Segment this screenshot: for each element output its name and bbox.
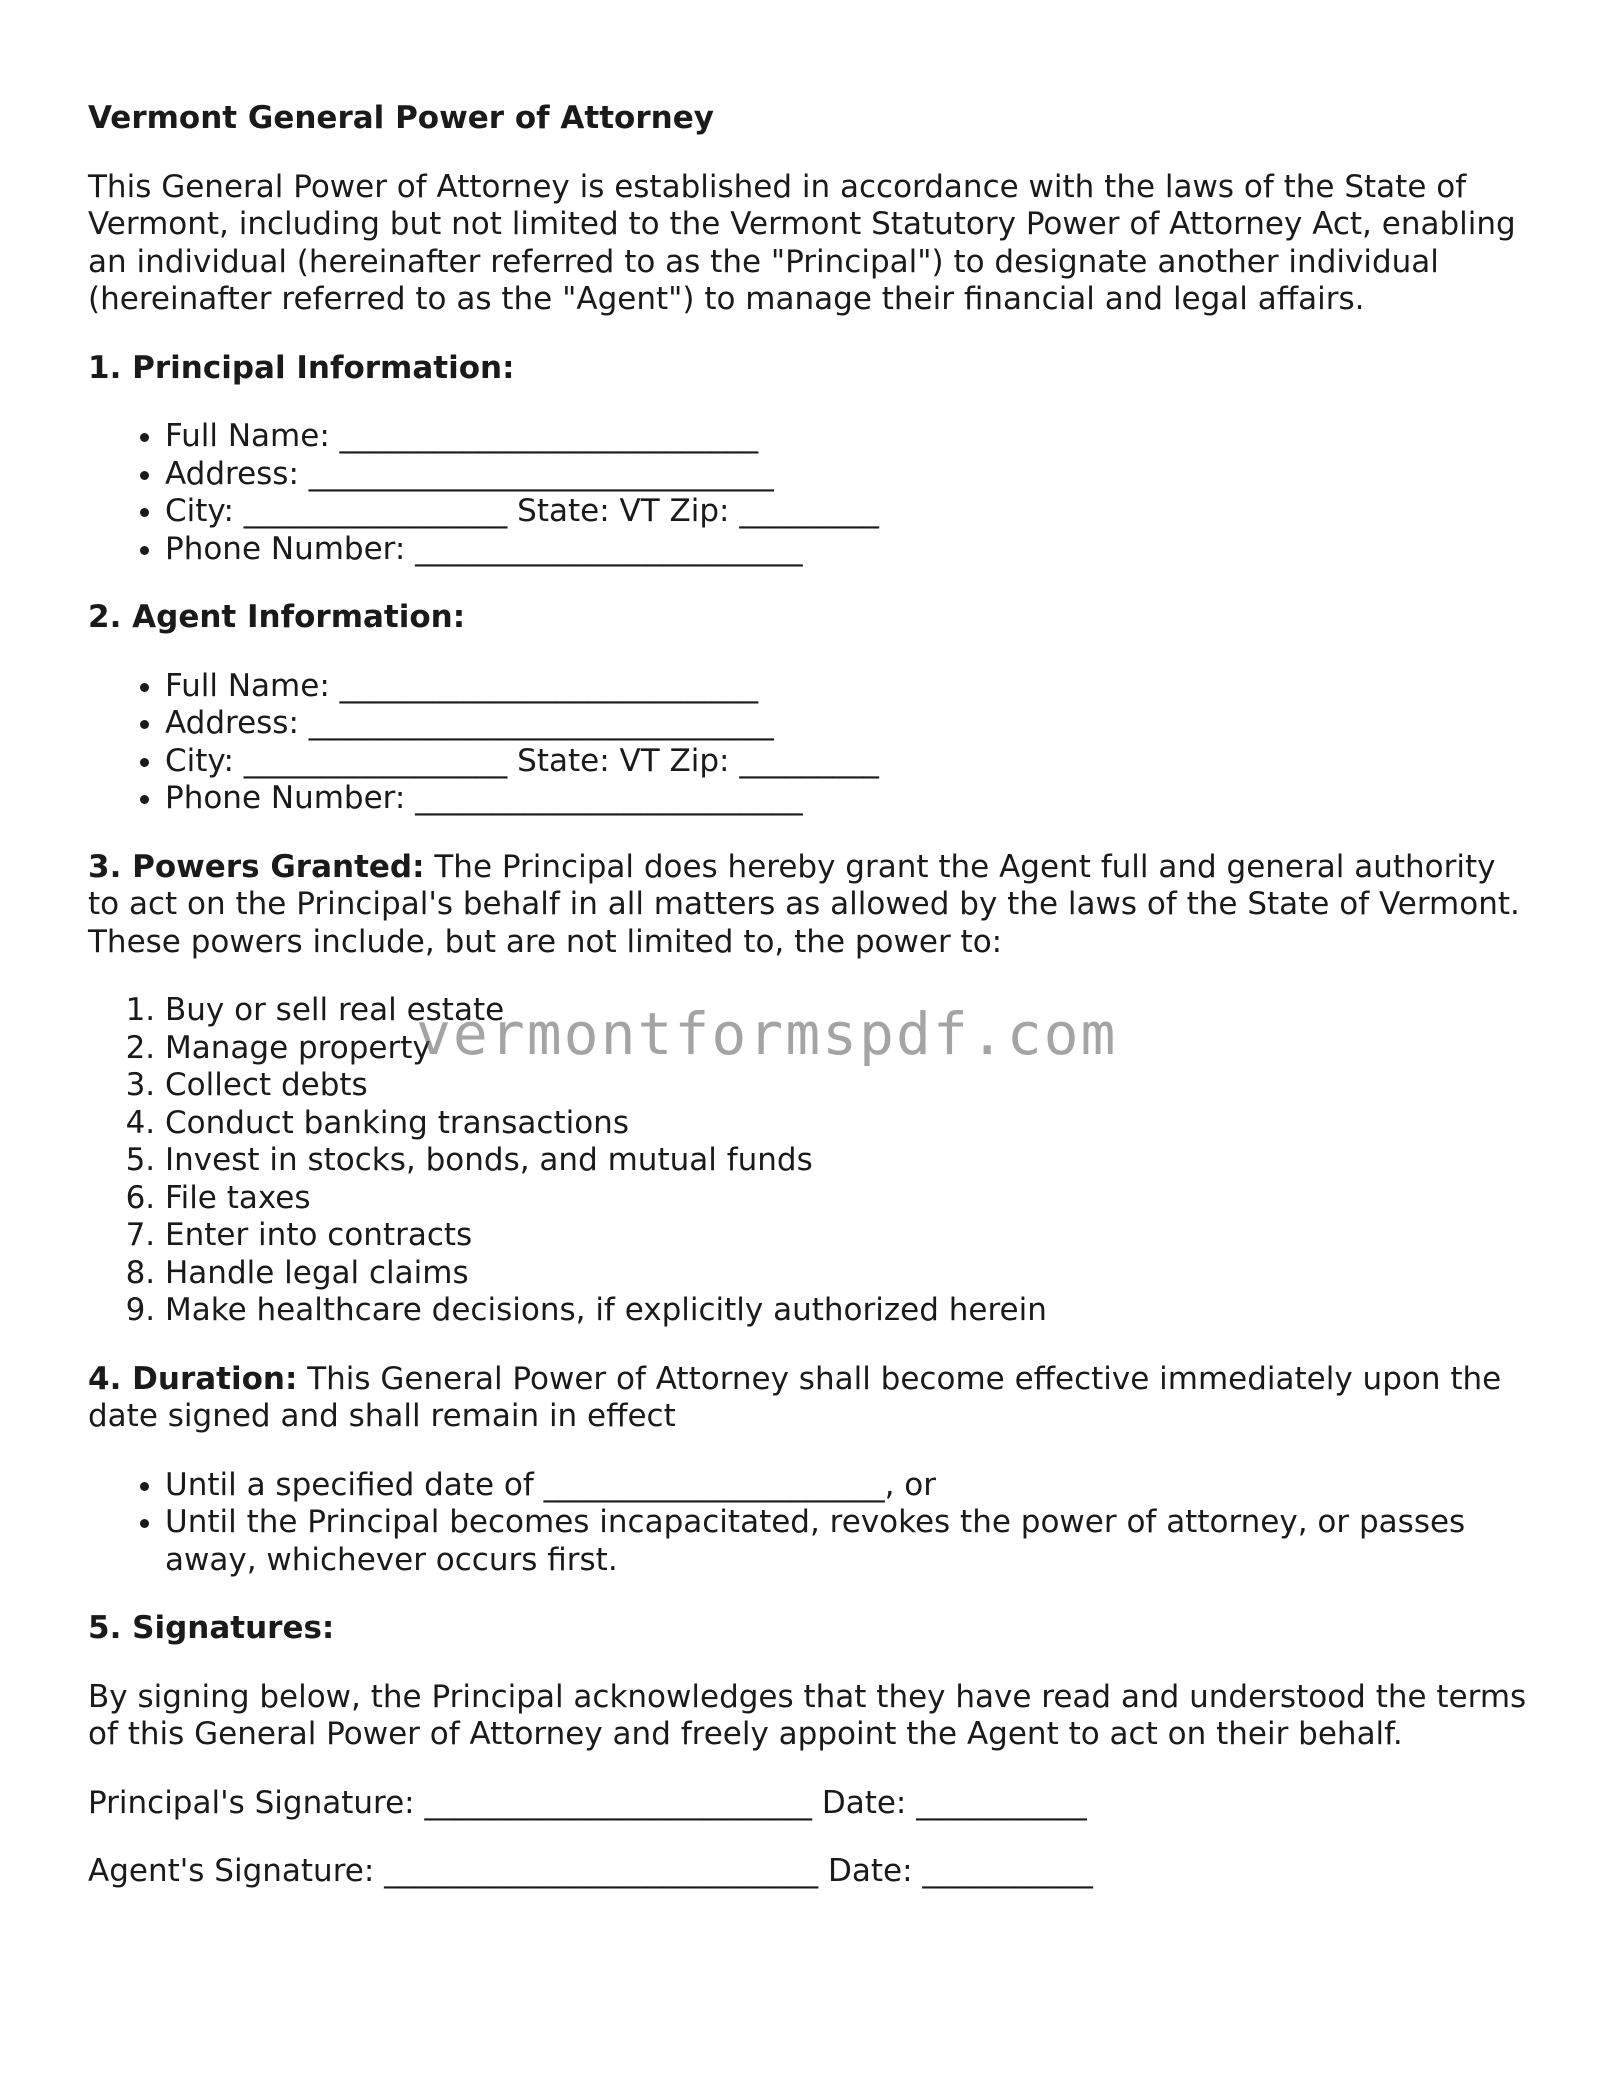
power-item: 5. Invest in stocks, bonds, and mutual funds [165, 1142, 1528, 1180]
duration-paragraph [88, 1361, 1528, 1436]
duration-text: This General Power of Attorney shall become effective immediately upon the date signed and shall remain in effect [88, 1360, 1502, 1434]
principal-section-heading: 1. Principal Information: [88, 349, 515, 386]
signatures-paragraph: By signing below, the Principal acknowledges that they have read and understood the terms of this General Power of Attorney and freely appoint the Agent to act on their behalf. [88, 1678, 1527, 1752]
powers-list [88, 992, 1528, 1330]
power-item: 9. Make healthcare decisions, if explicitly authorized herein [165, 1292, 1528, 1330]
duration-section-heading: 4. Duration: [88, 1360, 298, 1397]
power-item: 8. Handle legal claims [165, 1255, 1528, 1293]
intro-paragraph: This General Power of Attorney is established in accordance with the laws of the State of Vermont, including but not limited to the Vermont Statutory Power of Attorney Act, enabling an individual (hereinafter referred to as the "Principal") to designate another individual (hereinafter referred to as the "Agent") to manage their financial and legal affairs. [88, 168, 1516, 317]
powers-paragraph [88, 849, 1528, 962]
powers-section-heading: 3. Powers Granted: [88, 848, 425, 885]
powers-text: The Principal does hereby grant the Agent full and general authority to act on the Principal's behalf in all matters as allowed by the laws of the State of Vermont. These powers include, but are not limited to, the power to: [88, 848, 1520, 960]
signatures-section-heading: 5. Signatures: [88, 1610, 335, 1646]
power-item: 4. Conduct banking transactions [165, 1105, 1528, 1143]
principal-fields-list [88, 418, 1528, 568]
principal-phone-field[interactable]: • Phone Number: _________________________ [165, 531, 1528, 569]
agent-full-name-field[interactable]: • Full Name: ___________________________ [165, 668, 1528, 706]
agent-section-heading: 2. Agent Information: [88, 599, 466, 635]
document-page [88, 100, 1528, 1922]
power-item: 1. Buy or sell real estate [165, 992, 1528, 1030]
power-item: 6. File taxes [165, 1180, 1528, 1218]
principal-signature-line[interactable]: Principal's Signature: _________________________ Date: ___________ [88, 1784, 1087, 1821]
power-item: 2. Manage property [165, 1030, 1528, 1068]
agent-phone-field[interactable]: • Phone Number: _________________________ [165, 780, 1528, 818]
agent-fields-list [88, 668, 1528, 818]
principal-city-state-zip-field[interactable]: • City: _________________ State: VT Zip: _________ [165, 493, 1528, 531]
duration-options-list [88, 1467, 1528, 1580]
duration-until-incapacity-item: • Until the Principal becomes incapacitated, revokes the power of attorney, or passes away, whichever occurs first. [165, 1504, 1528, 1579]
duration-specified-date-field[interactable]: • Until a specified date of ______________________, or [165, 1467, 1528, 1505]
agent-signature-line[interactable]: Agent's Signature: ____________________________ Date: ___________ [88, 1853, 1093, 1889]
power-item: 7. Enter into contracts [165, 1217, 1528, 1255]
principal-address-field[interactable]: • Address: ______________________________ [165, 456, 1528, 494]
document-title: Vermont General Power of Attorney [88, 100, 714, 136]
watermark-text: vermontformspdf.com [416, 1000, 1118, 1068]
principal-full-name-field[interactable]: • Full Name: ___________________________ [165, 418, 1528, 456]
power-item: 3. Collect debts [165, 1067, 1528, 1105]
agent-city-state-zip-field[interactable]: • City: _________________ State: VT Zip: _________ [165, 743, 1528, 781]
agent-address-field[interactable]: • Address: ______________________________ [165, 705, 1528, 743]
